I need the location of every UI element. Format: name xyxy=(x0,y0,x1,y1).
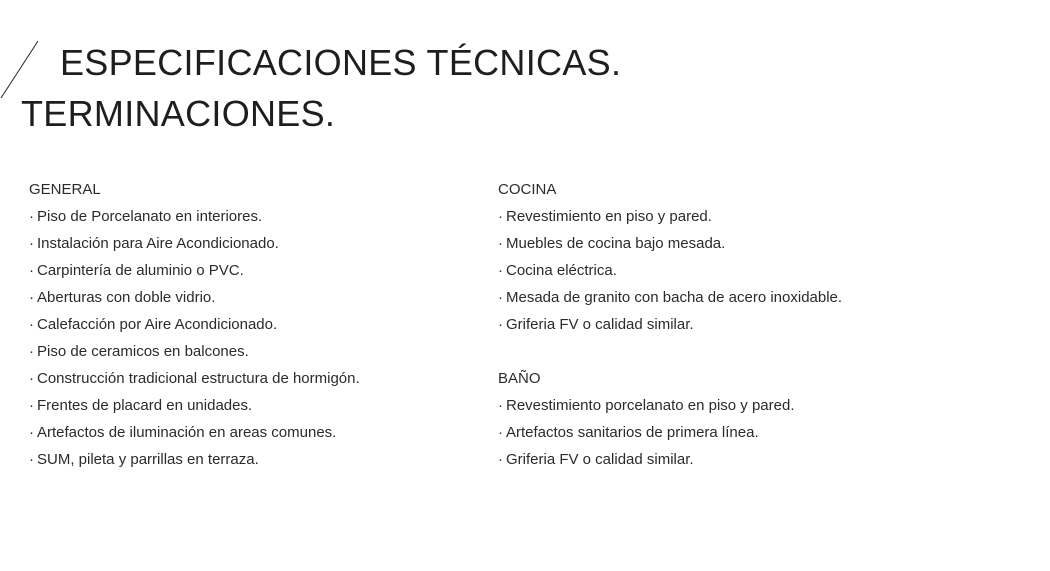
list-item-text: Revestimiento porcelanato en piso y pared. xyxy=(506,397,795,414)
list-item xyxy=(29,365,360,392)
list-item xyxy=(498,203,842,230)
list-item xyxy=(498,446,842,473)
list-item xyxy=(29,284,360,311)
list-item-text: Artefactos sanitarios de primera línea. xyxy=(506,424,759,441)
list-item-text: Frentes de placard en unidades. xyxy=(37,397,253,414)
list-item-text: Construcción tradicional estructura de hormigón. xyxy=(37,370,360,387)
list-item xyxy=(29,203,360,230)
list-item-text: Artefactos de iluminación en areas comunes. xyxy=(37,424,337,441)
bano-section xyxy=(498,365,842,473)
list-item-text: Instalación para Aire Acondicionado. xyxy=(37,235,279,252)
list-item xyxy=(498,257,842,284)
list-item-text: Calefacción por Aire Acondicionado. xyxy=(37,316,278,333)
list-item-text: Cocina eléctrica. xyxy=(506,262,617,279)
list-item-text: Aberturas con doble vidrio. xyxy=(37,289,216,306)
list-item xyxy=(498,230,842,257)
bullet-mark: · xyxy=(29,424,34,441)
general-heading: GENERAL xyxy=(29,181,101,198)
bullet-mark: · xyxy=(29,262,34,279)
bullet-mark: · xyxy=(29,370,34,387)
bullet-mark: · xyxy=(29,397,34,414)
list-item-text: Griferia FV o calidad similar. xyxy=(506,316,694,333)
general-list xyxy=(29,203,360,473)
list-item xyxy=(498,392,842,419)
list-item-text: Griferia FV o calidad similar. xyxy=(506,451,694,468)
list-item xyxy=(29,446,360,473)
cocina-section xyxy=(498,176,842,338)
bullet-mark: · xyxy=(498,262,503,279)
page-title-line-1: ESPECIFICACIONES TÉCNICAS. xyxy=(60,42,622,83)
bullet-mark: · xyxy=(498,289,503,306)
list-item-text: Revestimiento en piso y pared. xyxy=(506,208,712,225)
list-item-text: Piso de ceramicos en balcones. xyxy=(37,343,249,360)
bullet-mark: · xyxy=(498,235,503,252)
list-item xyxy=(498,284,842,311)
list-item-text: Mesada de granito con bacha de acero inoxidable. xyxy=(506,289,843,306)
bullet-mark: · xyxy=(498,397,503,414)
list-item xyxy=(29,392,360,419)
bano-list xyxy=(498,392,842,473)
bullet-mark: · xyxy=(29,451,34,468)
bullet-mark: · xyxy=(29,235,34,252)
kitchen-bath-column xyxy=(498,176,842,473)
list-item-text: Carpintería de aluminio o PVC. xyxy=(37,262,244,279)
list-item xyxy=(498,311,842,338)
cocina-heading: COCINA xyxy=(498,181,557,198)
bano-heading: BAÑO xyxy=(498,370,541,387)
bullet-mark: · xyxy=(29,343,34,360)
section-spacer xyxy=(498,338,842,365)
list-item xyxy=(29,230,360,257)
general-section xyxy=(29,176,360,473)
page-title-line-2: TERMINACIONES. xyxy=(21,93,336,134)
bullet-mark: · xyxy=(498,424,503,441)
bullet-mark: · xyxy=(498,451,503,468)
list-item xyxy=(29,257,360,284)
list-item xyxy=(29,419,360,446)
list-item xyxy=(498,419,842,446)
list-item-text: Muebles de cocina bajo mesada. xyxy=(506,235,726,252)
bullet-mark: · xyxy=(29,208,34,225)
bullet-mark: · xyxy=(29,289,34,306)
list-item xyxy=(29,311,360,338)
list-item xyxy=(29,338,360,365)
bullet-mark: · xyxy=(498,208,503,225)
list-item-text: Piso de Porcelanato en interiores. xyxy=(37,208,263,225)
bullet-mark: · xyxy=(29,316,34,333)
cocina-list xyxy=(498,203,842,338)
list-item-text: SUM, pileta y parrillas en terraza. xyxy=(37,451,259,468)
bullet-mark: · xyxy=(498,316,503,333)
decorative-slash-line xyxy=(0,40,40,100)
